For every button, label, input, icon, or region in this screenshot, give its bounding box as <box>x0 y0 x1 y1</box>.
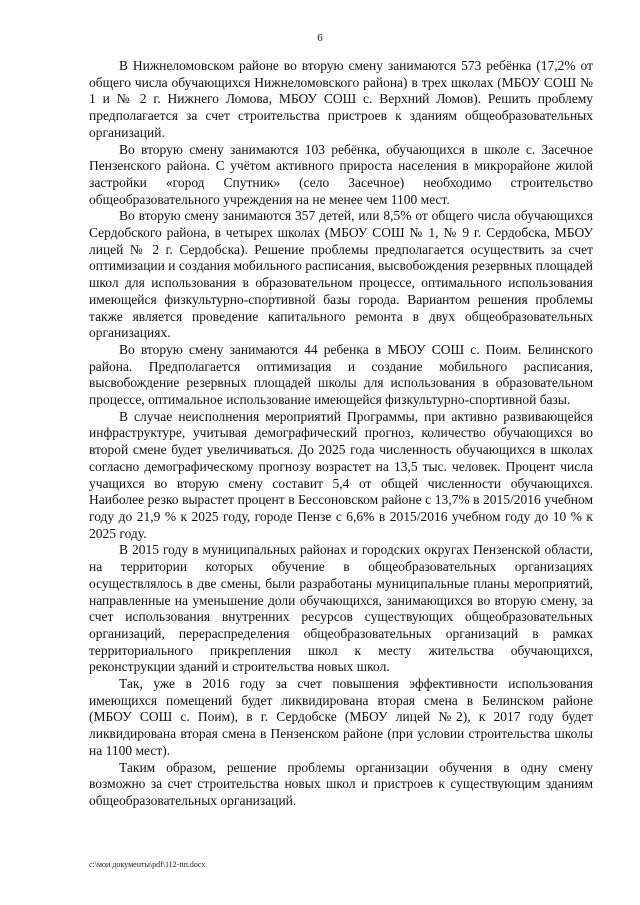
paragraph: В случае неисполнения мероприятий Программы, при активно развивающейся инфраструктуре, учитывая демографический прогноз, количество обучающихся во второй смене будет увеличиваться. До 2025 года численность обучающихся в школах согласно демографическому прогнозу возрастет на 13,5 тыс. человек. Процент числа учащихся во вторую смену составит 5,4 от общей численности обучающихся. Наиболее резко вырастет процент в Бессоновском районе с 13,7% в 2015/2016 учебном году до 21,9 % к 2025 году, городе Пензе с 6,6% в 2015/2016 учебном году до 10 % к 2025 году. <box>89 408 593 541</box>
paragraph: Во вторую смену занимаются 44 ребенка в МБОУ СОШ с. Поим. Белинского района. Предполагается оптимизация и создание мобильного расписания, высвобождение резервных площадей школы для использования в образовательном процессе, оптимальное использование имеющейся физкультурно-спортивной базы. <box>89 341 593 408</box>
paragraph: В Нижнеломовском районе во вторую смену занимаются 573 ребёнка (17,2% от общего числа обучающихся Нижнеломовского района) в трех школах (МБОУ СОШ № 1 и № 2 г. Нижнего Ломова, МБОУ СОШ с. Верхний Ломов). Решить проблему предполагается за счет строительства пристроев к зданиям общеобразовательных организаций. <box>89 58 593 140</box>
paragraph: Во вторую смену занимаются 357 детей, или 8,5% от общего числа обучающихся Сердобского района, в четырех школах (МБОУ СОШ № 1, № 9 г. Сердобска, МБОУ лицей № 2 г. Сердобска). Решение проблемы предполагается осуществить за счет оптимизации и создания мобильного расписания, высвобождения резервных площадей школ для использования в образовательном процессе, оптимального использования имеющейся физкультурно-спортивной базы города. Вариантом решения проблемы также является проведение капитального ремонта в двух общеобразовательных организациях. <box>89 208 593 341</box>
paragraph: Во вторую смену занимаются 103 ребёнка, обучающихся в школе с. Засечное Пензенского района. С учётом активного прироста населения в микрорайоне жилой застройки «город Спутник» (село Засечное) необходимо строительство общеобразовательного учреждения на не менее чем 1100 мест. <box>89 141 593 207</box>
paragraph: Таким образом, решение проблемы организации обучения в одну смену возможно за счет строительства новых школ и пристроев к существующим зданиям общеобразовательных организаций. <box>89 759 593 808</box>
document-body <box>89 58 593 810</box>
paragraph: Так, уже в 2016 году за счет повышения эффективности использования имеющихся помещений будет ликвидирована вторая смена в Белинском районе (МБОУ СОШ с. Поим), в г. Сердобске (МБОУ лицей №2), к 2017 году будет ликвидирована вторая смена в Пензенском районе (при условии строительства школы на 1100 мест). <box>89 676 593 758</box>
page-number: 6 <box>317 32 323 44</box>
footer-file-path: c:\мои документы\pdf\112-пп.docx <box>89 860 206 869</box>
paragraph: В 2015 году в муниципальных районах и городских округах Пензенской области, на территории которых обучение в общеобразовательных организациях осуществлялось в две смены, были разработаны муниципальные планы мероприятий, направленные на уменьшение доли обучающихся, занимающихся во вторую смену, за счет использования внутренних ресурсов существующих общеобразовательных организаций, перераспределения общеобразовательных организаций в рамках территориального прикрепления школ к месту жительства обучающихся, реконструкции зданий и строительства новых школ. <box>89 542 593 675</box>
